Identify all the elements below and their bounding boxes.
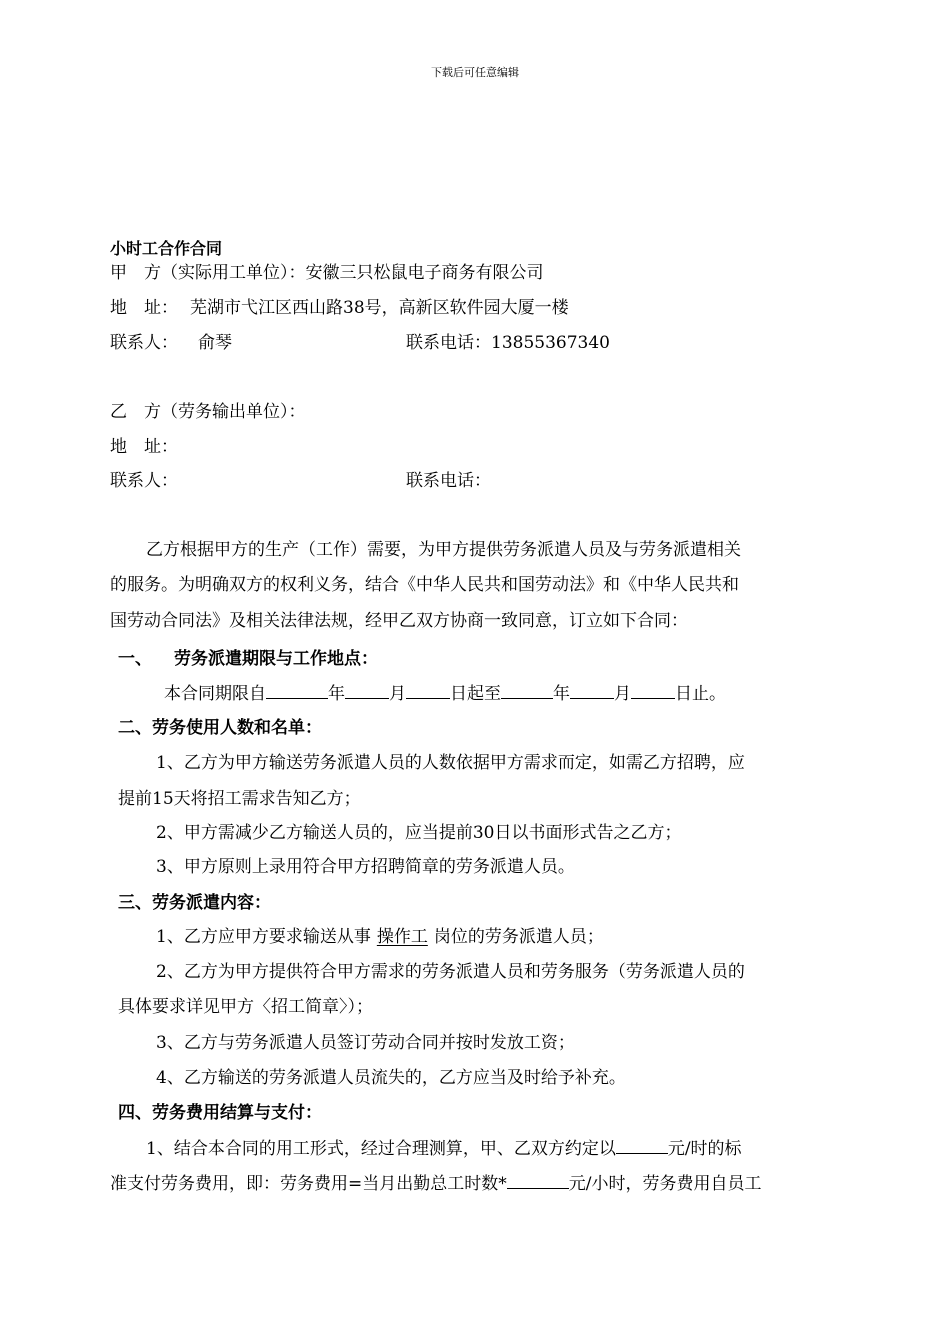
section3-item1-after: 岗位的劳务派遣人员； xyxy=(433,927,604,947)
party-a-phone-label: 联系电话： xyxy=(406,333,491,353)
hourly-rate-blank[interactable] xyxy=(616,1137,668,1154)
term-end-label: 日止。 xyxy=(675,684,726,704)
section4-line2-before: 准支付劳务费用，即：劳务费用=当月出勤总工时数* xyxy=(110,1174,507,1194)
section1-heading: 劳务派遣期限与工作地点： xyxy=(174,649,378,669)
section4-heading: 四、劳务费用结算与支付： xyxy=(118,1103,322,1123)
section3-line-5: 4、乙方输送的劳务派遣人员流失的，乙方应当及时给予补充。 xyxy=(156,1068,626,1088)
intro-line-2: 的服务。为明确双方的权利义务，结合《中华人民共和国劳动法》和《中华人民共和 xyxy=(110,575,739,595)
start-month-blank[interactable] xyxy=(345,682,389,699)
start-year-blank[interactable] xyxy=(266,682,328,699)
section1-number: 一、 xyxy=(118,649,152,669)
party-a-phone: 13855367340 xyxy=(491,333,610,353)
section2-line-3: 2、甲方需减少乙方输送人员的，应当提前30日以书面形式告之乙方； xyxy=(156,823,682,843)
intro-line-1: 乙方根据甲方的生产（工作）需要，为甲方提供劳务派遣人员及与劳务派遣相关 xyxy=(146,540,741,560)
party-a-contact-label: 联系人： xyxy=(110,333,178,353)
section2-line-1: 1、乙方为甲方输送劳务派遣人员的人数依据甲方需求而定，如需乙方招聘，应 xyxy=(156,753,745,773)
section4-line2-after: 元/小时，劳务费用自员工 xyxy=(568,1174,762,1194)
section4-line1-after: 元/时的标 xyxy=(667,1139,742,1159)
section4-line-2 xyxy=(110,1172,761,1195)
term-to-label: 日起至 xyxy=(450,684,501,704)
party-b-address-label: 地 址： xyxy=(110,437,178,457)
section4-line1-before: 1、结合本合同的用工形式，经过合理测算，甲、乙双方约定以 xyxy=(146,1139,616,1159)
section3-line-1 xyxy=(156,926,604,948)
position-field[interactable]: 操作工 xyxy=(376,927,428,947)
section2-heading: 二、劳务使用人数和名单： xyxy=(118,718,322,738)
term-month-2: 月 xyxy=(614,684,631,704)
term-year-1: 年 xyxy=(328,684,345,704)
party-a-address-line xyxy=(110,297,569,319)
start-day-blank[interactable] xyxy=(406,682,450,699)
party-a-line xyxy=(110,262,544,284)
party-b-contact-label: 联系人： xyxy=(110,471,178,491)
section3-line-2: 2、乙方为甲方提供符合甲方需求的劳务派遣人员和劳务服务（劳务派遣人员的 xyxy=(156,962,745,982)
party-a-address-label: 地 址： xyxy=(110,298,178,318)
end-day-blank[interactable] xyxy=(631,682,675,699)
contract-term-line xyxy=(164,682,726,705)
intro-line-3: 国劳动合同法》及相关法律法规，经甲乙双方协商一致同意，订立如下合同： xyxy=(110,611,688,631)
party-a-name: 安徽三只松鼠电子商务有限公司 xyxy=(305,263,544,283)
party-a-address: 芜湖市弋江区西山路38号，高新区软件园大厦一楼 xyxy=(190,298,569,318)
contract-title: 小时工合作合同 xyxy=(110,239,223,258)
section3-line-3: 具体要求详见甲方〈招工简章〉）； xyxy=(118,997,373,1017)
section4-line-1 xyxy=(146,1137,742,1160)
party-b-phone-label: 联系电话： xyxy=(406,471,491,491)
party-b-label: 乙 方（劳务输出单位）： xyxy=(110,402,306,422)
party-a-label: 甲 方（实际用工单位）： xyxy=(110,263,306,283)
section3-heading: 三、劳务派遣内容： xyxy=(118,893,271,913)
end-month-blank[interactable] xyxy=(570,682,614,699)
party-a-contact-line xyxy=(110,332,232,354)
section3-line-4: 3、乙方与劳务派遣人员签订劳动合同并按时发放工资； xyxy=(156,1033,575,1053)
term-month-1: 月 xyxy=(389,684,406,704)
section2-line-4: 3、甲方原则上录用符合甲方招聘简章的劳务派遣人员。 xyxy=(156,857,575,877)
term-year-2: 年 xyxy=(553,684,570,704)
term-from-label: 本合同期限自 xyxy=(164,684,266,704)
section3-item1-before: 1、乙方应甲方要求输送从事 xyxy=(156,927,371,947)
header-note: 下载后可任意编辑 xyxy=(431,66,519,79)
hourly-rate-blank-2[interactable] xyxy=(507,1172,569,1189)
party-a-phone-line xyxy=(406,332,610,354)
end-year-blank[interactable] xyxy=(501,682,553,699)
party-a-contact: 俞琴 xyxy=(198,333,232,353)
section2-line-2: 提前15天将招工需求告知乙方； xyxy=(118,789,361,809)
